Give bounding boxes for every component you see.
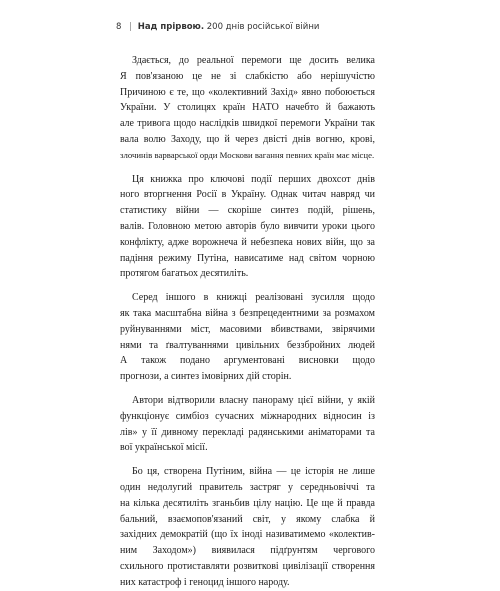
text-line: України. У столицях країн НАТО начебто й бажають — [120, 102, 375, 114]
separator-bar: | — [129, 22, 132, 32]
text-line: них катастроф і геноцид іншого народу. — [120, 576, 290, 588]
text-line: Автори відтворили власну панораму цієї війни, у якій — [132, 394, 375, 406]
text-line: але тривога щодо наслідків швидкої перемоги України так — [120, 118, 375, 130]
text-line: вої української місії. — [120, 442, 208, 454]
text-line: Бо ця, створена Путіним, війна — це історія не лише — [132, 466, 375, 478]
running-head — [116, 22, 319, 32]
text-line: один недолугий правитель застряг у середньовіччі та — [120, 481, 375, 493]
text-line: А також подано аргументовані висновки щодо — [120, 355, 375, 367]
text-line: статистику війни — скоріше синтез подій, рішень, — [120, 205, 375, 217]
paragraph-gap — [120, 282, 375, 290]
paragraph — [120, 464, 375, 590]
paragraph — [120, 53, 375, 164]
paragraph-gap — [120, 456, 375, 464]
book-subtitle: 200 днів російської війни — [206, 22, 320, 32]
text-line: Причиною є те, що «колективний Захід» явно побоюється — [120, 86, 375, 98]
paragraph-gap — [120, 164, 375, 172]
paragraph — [120, 393, 375, 456]
book-title: Над прірвою. — [137, 22, 205, 32]
body-text — [120, 53, 375, 591]
paragraph — [120, 172, 375, 283]
text-line: ного вторгнення Росії в Україну. Однак читач навряд чи — [120, 189, 375, 201]
paragraph — [120, 290, 375, 385]
text-line: валів. Головною метою авторів було вивчити уроки цього — [120, 220, 375, 232]
text-line: конфлікту, адже ворожнеча й небезпека нових війн, що за — [120, 236, 375, 248]
text-line: Здається, до реальної перемоги ще досить велика — [132, 55, 375, 66]
text-line: падіння режиму Путіна, нависатиме над світом чорною — [120, 252, 375, 264]
text-line: функціонує симбіоз сучасних міжнародних відносин із — [120, 410, 375, 422]
text-line: нями та ґвалтуваннями цивільних беззбройних людей — [120, 339, 375, 351]
text-line: руйнуваннями міст, масовими вбивствами, звірячими — [120, 323, 375, 335]
text-line: протягом багатьох десятиліть. — [120, 268, 249, 280]
text-line: Я пов'язаною це не зі слабкістю або нерішучістю — [120, 70, 375, 82]
text-line: західних демократій (що їх іноді називатимемо «колектив- — [120, 529, 375, 541]
text-line: як така масштабна війна з безпрецедентними за розмахом — [120, 307, 375, 319]
text-line: бальний, взаємопов'язаний світ, у якому слабка й — [120, 513, 375, 525]
text-line: злочинів варварської орди Москови вагання певних країн має місце. — [120, 149, 375, 160]
text-line: на кілька десятиліть зганьбив цілу націю. Це ще й правда — [120, 497, 375, 509]
text-line: прогнози, а синтез імовірних дій сторін. — [120, 371, 292, 383]
text-line: вала волю Заходу, що й через двісті днів вогню, крові, — [120, 133, 375, 145]
text-line: лів» у її дивному перекладі радянськими аніматорами та — [120, 426, 375, 438]
text-line: Ця книжка про ключові події перших двохсот днів — [132, 173, 375, 185]
text-line: схильного протиставляти розвиткові цивілізації створення — [120, 560, 375, 572]
text-line: ним Заходом») виявилася підґрунтям чергового — [120, 545, 375, 557]
page-number: 8 — [116, 22, 122, 32]
text-line: Серед іншого в книжці реалізовані зусилля щодо — [132, 292, 375, 304]
paragraph-gap — [120, 385, 375, 393]
